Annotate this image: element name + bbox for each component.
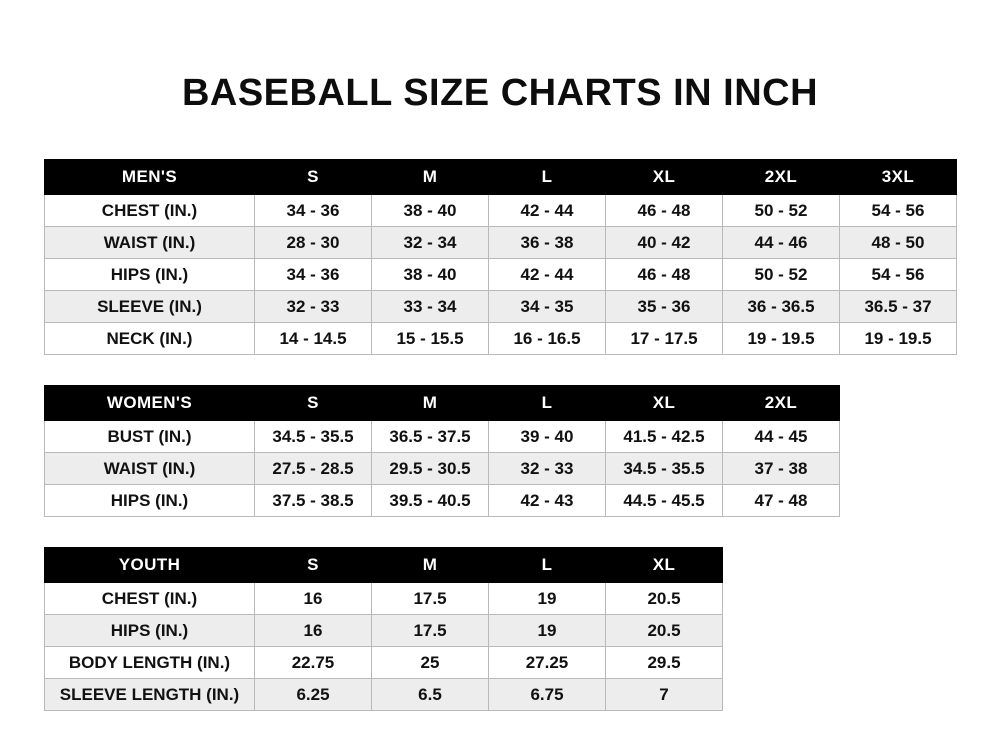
youth-row-label-body-length: BODY LENGTH (IN.) xyxy=(45,647,255,679)
youth-row-label-hips: HIPS (IN.) xyxy=(45,615,255,647)
youth-body-length-xl: 29.5 xyxy=(606,647,723,679)
youth-body-length-m: 25 xyxy=(372,647,489,679)
mens-waist-m: 32 - 34 xyxy=(372,227,489,259)
youth-hips-xl: 20.5 xyxy=(606,615,723,647)
youth-table-header-row xyxy=(45,548,723,583)
youth-row-label-chest: CHEST (IN.) xyxy=(45,583,255,615)
mens-header-2xl: 2XL xyxy=(723,160,840,195)
page-title: BASEBALL SIZE CHARTS IN INCH xyxy=(181,72,819,114)
mens-sleeve-m: 33 - 34 xyxy=(372,291,489,323)
youth-sleeve-length-xl: 7 xyxy=(606,679,723,711)
mens-hips-3xl: 54 - 56 xyxy=(840,259,957,291)
womens-row-label-hips: HIPS (IN.) xyxy=(45,485,255,517)
youth-chest-s: 16 xyxy=(255,583,372,615)
table-row xyxy=(45,679,723,711)
table-row xyxy=(45,583,723,615)
mens-row-label-chest: CHEST (IN.) xyxy=(45,195,255,227)
mens-waist-3xl: 48 - 50 xyxy=(840,227,957,259)
mens-sleeve-xl: 35 - 36 xyxy=(606,291,723,323)
womens-header-l: L xyxy=(489,386,606,421)
table-row xyxy=(45,453,840,485)
table-row xyxy=(45,323,957,355)
womens-header-2xl: 2XL xyxy=(723,386,840,421)
mens-neck-s: 14 - 14.5 xyxy=(255,323,372,355)
womens-hips-l: 42 - 43 xyxy=(489,485,606,517)
youth-row-label-sleeve-length: SLEEVE LENGTH (IN.) xyxy=(45,679,255,711)
youth-header-l: L xyxy=(489,548,606,583)
womens-row-label-bust: BUST (IN.) xyxy=(45,421,255,453)
womens-row-label-waist: WAIST (IN.) xyxy=(45,453,255,485)
youth-sleeve-length-m: 6.5 xyxy=(372,679,489,711)
mens-header-3xl: 3XL xyxy=(840,160,957,195)
youth-header-s: S xyxy=(255,548,372,583)
mens-neck-xl: 17 - 17.5 xyxy=(606,323,723,355)
table-row xyxy=(45,259,957,291)
womens-hips-2xl: 47 - 48 xyxy=(723,485,840,517)
womens-waist-l: 32 - 33 xyxy=(489,453,606,485)
mens-neck-l: 16 - 16.5 xyxy=(489,323,606,355)
mens-waist-xl: 40 - 42 xyxy=(606,227,723,259)
youth-size-table xyxy=(44,547,723,711)
womens-bust-2xl: 44 - 45 xyxy=(723,421,840,453)
youth-header-xl: XL xyxy=(606,548,723,583)
mens-hips-2xl: 50 - 52 xyxy=(723,259,840,291)
womens-hips-m: 39.5 - 40.5 xyxy=(372,485,489,517)
mens-header-s: S xyxy=(255,160,372,195)
table-row xyxy=(45,485,840,517)
mens-header-xl: XL xyxy=(606,160,723,195)
tables-container xyxy=(0,159,1000,711)
womens-bust-m: 36.5 - 37.5 xyxy=(372,421,489,453)
mens-header-category: MEN'S xyxy=(45,160,255,195)
womens-waist-m: 29.5 - 30.5 xyxy=(372,453,489,485)
youth-sleeve-length-l: 6.75 xyxy=(489,679,606,711)
table-row xyxy=(45,647,723,679)
mens-waist-l: 36 - 38 xyxy=(489,227,606,259)
mens-waist-s: 28 - 30 xyxy=(255,227,372,259)
womens-table-header-row xyxy=(45,386,840,421)
mens-neck-3xl: 19 - 19.5 xyxy=(840,323,957,355)
mens-neck-m: 15 - 15.5 xyxy=(372,323,489,355)
youth-chest-m: 17.5 xyxy=(372,583,489,615)
womens-bust-l: 39 - 40 xyxy=(489,421,606,453)
table-row xyxy=(45,421,840,453)
mens-row-label-neck: NECK (IN.) xyxy=(45,323,255,355)
womens-hips-s: 37.5 - 38.5 xyxy=(255,485,372,517)
mens-header-m: M xyxy=(372,160,489,195)
youth-hips-m: 17.5 xyxy=(372,615,489,647)
youth-chest-l: 19 xyxy=(489,583,606,615)
womens-header-xl: XL xyxy=(606,386,723,421)
table-row xyxy=(45,195,957,227)
womens-header-category: WOMEN'S xyxy=(45,386,255,421)
mens-row-label-hips: HIPS (IN.) xyxy=(45,259,255,291)
youth-sleeve-length-s: 6.25 xyxy=(255,679,372,711)
mens-chest-m: 38 - 40 xyxy=(372,195,489,227)
youth-body-length-l: 27.25 xyxy=(489,647,606,679)
womens-waist-s: 27.5 - 28.5 xyxy=(255,453,372,485)
mens-header-l: L xyxy=(489,160,606,195)
mens-chest-s: 34 - 36 xyxy=(255,195,372,227)
mens-chest-2xl: 50 - 52 xyxy=(723,195,840,227)
mens-size-table xyxy=(44,159,957,355)
mens-row-label-sleeve: SLEEVE (IN.) xyxy=(45,291,255,323)
womens-size-table xyxy=(44,385,840,517)
mens-hips-s: 34 - 36 xyxy=(255,259,372,291)
mens-sleeve-l: 34 - 35 xyxy=(489,291,606,323)
youth-body-length-s: 22.75 xyxy=(255,647,372,679)
mens-hips-l: 42 - 44 xyxy=(489,259,606,291)
youth-chest-xl: 20.5 xyxy=(606,583,723,615)
mens-sleeve-2xl: 36 - 36.5 xyxy=(723,291,840,323)
mens-chest-l: 42 - 44 xyxy=(489,195,606,227)
mens-row-label-waist: WAIST (IN.) xyxy=(45,227,255,259)
mens-hips-m: 38 - 40 xyxy=(372,259,489,291)
womens-hips-xl: 44.5 - 45.5 xyxy=(606,485,723,517)
mens-neck-2xl: 19 - 19.5 xyxy=(723,323,840,355)
youth-header-m: M xyxy=(372,548,489,583)
womens-header-s: S xyxy=(255,386,372,421)
womens-waist-xl: 34.5 - 35.5 xyxy=(606,453,723,485)
womens-bust-s: 34.5 - 35.5 xyxy=(255,421,372,453)
youth-header-category: YOUTH xyxy=(45,548,255,583)
youth-hips-l: 19 xyxy=(489,615,606,647)
youth-hips-s: 16 xyxy=(255,615,372,647)
mens-waist-2xl: 44 - 46 xyxy=(723,227,840,259)
mens-sleeve-s: 32 - 33 xyxy=(255,291,372,323)
womens-bust-xl: 41.5 - 42.5 xyxy=(606,421,723,453)
womens-waist-2xl: 37 - 38 xyxy=(723,453,840,485)
womens-header-m: M xyxy=(372,386,489,421)
mens-chest-3xl: 54 - 56 xyxy=(840,195,957,227)
mens-table-header-row xyxy=(45,160,957,195)
table-row xyxy=(45,615,723,647)
table-row xyxy=(45,291,957,323)
table-row xyxy=(45,227,957,259)
mens-hips-xl: 46 - 48 xyxy=(606,259,723,291)
mens-chest-xl: 46 - 48 xyxy=(606,195,723,227)
mens-sleeve-3xl: 36.5 - 37 xyxy=(840,291,957,323)
